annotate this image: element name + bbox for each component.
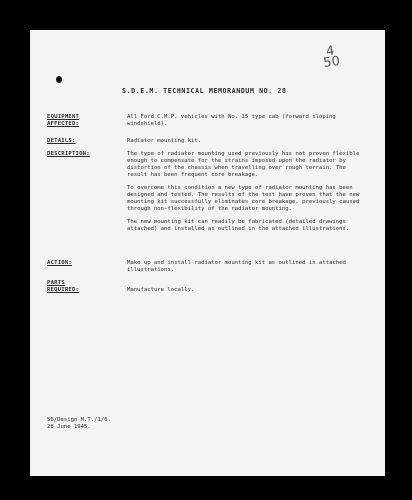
punch-hole [56, 76, 62, 83]
section-label: PARTS REQUIRED: [47, 280, 80, 293]
memo-title: S.D.E.M. TECHNICAL MEMORANDUM NO. 28 [122, 87, 287, 95]
handwritten-mark: 4 50 [322, 43, 341, 72]
section-paragraph: To overcome this condition a new type of radiator mounting has been designed and tested. The results of the test have proven that the new mounting kit successfully eliminates core breakage, previously caused through non-flexibility of the radiator mounting. [127, 185, 360, 212]
document-page [30, 30, 385, 476]
file-reference: 56/Design M.T./1/6. [47, 417, 111, 423]
section-body [127, 287, 363, 300]
reference-block [47, 417, 111, 431]
memo-date: 28 June 1945. [47, 424, 91, 430]
section-paragraph: Radiator mounting kit. [127, 138, 202, 144]
section-paragraph: Make up and install radiator mounting kit as outlined in attached illustrations. [127, 260, 346, 273]
section-paragraph: All Ford C.M.P. vehicles with No. 15 type cab (forward sloping windshield). [127, 114, 336, 127]
section-label: ACTION: [47, 260, 72, 266]
section-body [127, 260, 363, 280]
section-paragraph: Manufacture locally. [127, 287, 195, 293]
section-label: DESCRIPTION: [47, 151, 90, 157]
section-label: DETAILS: [47, 138, 76, 144]
section-body [127, 151, 363, 239]
section-label: EQUIPMENT AFFECTED: [47, 114, 80, 127]
section-body [127, 138, 363, 151]
section-paragraph: The type of radiator mounting used previously has not proven flexible enough to compensate for the strains imposed upon the radiator by distortion of the chassis when travelling over rough terrain. The result has been frequent core breakage. [127, 151, 360, 178]
section-body [127, 114, 363, 134]
section-paragraph: The new mounting kit can readily be fabricated (detailed drawings attached) and installed as outlined in the attached illustrations. [127, 219, 350, 232]
